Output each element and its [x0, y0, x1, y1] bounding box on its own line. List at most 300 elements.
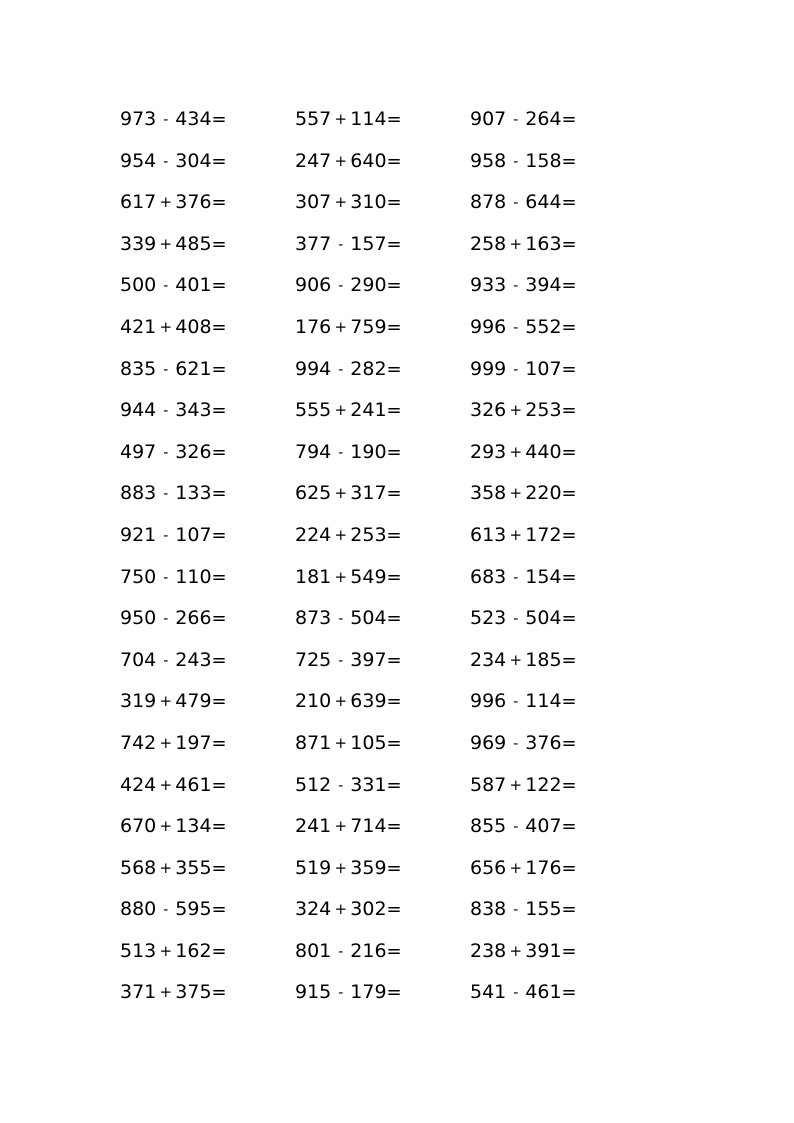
- second-operand: 310: [350, 191, 387, 214]
- equals-sign: =: [211, 982, 227, 1004]
- first-operand: 258: [470, 232, 507, 255]
- equals-sign: =: [211, 233, 227, 255]
- math-problem: [295, 147, 455, 189]
- operator-sign: -: [163, 278, 169, 295]
- first-operand: 326: [470, 399, 507, 422]
- equals-sign: =: [561, 400, 577, 422]
- math-problem: [120, 271, 280, 313]
- operator-sign: +: [159, 983, 173, 1002]
- equals-sign: =: [386, 982, 402, 1004]
- math-problem: [120, 563, 280, 605]
- first-operand: 339: [120, 232, 157, 255]
- second-operand: 190: [350, 440, 387, 463]
- math-problem: [120, 646, 280, 688]
- operator-sign: +: [334, 817, 348, 836]
- operator-sign: +: [159, 234, 173, 253]
- operator-sign: -: [338, 278, 344, 295]
- equals-sign: =: [561, 275, 577, 297]
- operator-sign: +: [334, 484, 348, 503]
- math-problem: [295, 479, 455, 521]
- math-problem: [295, 854, 455, 896]
- operator-sign: +: [509, 484, 523, 503]
- operator-sign: -: [513, 569, 519, 586]
- equals-sign: =: [386, 732, 402, 754]
- first-operand: 176: [295, 315, 332, 338]
- problem-column-1: [120, 105, 280, 1020]
- first-operand: 954: [120, 149, 157, 172]
- first-operand: 973: [120, 108, 157, 130]
- equals-sign: =: [561, 649, 577, 671]
- second-operand: 401: [175, 274, 212, 297]
- first-operand: 958: [470, 149, 507, 172]
- second-operand: 714: [350, 815, 387, 838]
- second-operand: 461: [525, 981, 562, 1004]
- first-operand: 512: [295, 773, 332, 796]
- math-problem: [120, 521, 280, 563]
- second-operand: 639: [350, 690, 387, 713]
- second-operand: 172: [525, 523, 562, 546]
- equals-sign: =: [211, 608, 227, 630]
- operator-sign: +: [334, 733, 348, 752]
- math-problem: [470, 895, 630, 937]
- math-problem: [470, 978, 630, 1020]
- math-problem: [295, 188, 455, 230]
- second-operand: 185: [525, 648, 562, 671]
- first-operand: 996: [470, 690, 507, 713]
- operator-sign: +: [509, 941, 523, 960]
- operator-sign: -: [163, 486, 169, 503]
- second-operand: 155: [525, 898, 562, 921]
- second-operand: 134: [175, 815, 212, 838]
- operator-sign: -: [163, 153, 169, 170]
- equals-sign: =: [386, 441, 402, 463]
- second-operand: 304: [175, 149, 212, 172]
- operator-sign: +: [334, 110, 348, 128]
- operator-sign: -: [513, 819, 519, 836]
- second-operand: 122: [525, 773, 562, 796]
- math-problem: [295, 563, 455, 605]
- equals-sign: =: [211, 275, 227, 297]
- equals-sign: =: [561, 358, 577, 380]
- operator-sign: -: [163, 652, 169, 669]
- operator-sign: +: [334, 692, 348, 711]
- math-problem: [470, 812, 630, 854]
- second-operand: 105: [350, 731, 387, 754]
- equals-sign: =: [386, 192, 402, 214]
- equals-sign: =: [386, 316, 402, 338]
- second-operand: 241: [350, 399, 387, 422]
- equals-sign: =: [561, 774, 577, 796]
- first-operand: 234: [470, 648, 507, 671]
- second-operand: 114: [525, 690, 562, 713]
- second-operand: 461: [175, 773, 212, 796]
- first-operand: 906: [295, 274, 332, 297]
- equals-sign: =: [561, 316, 577, 338]
- equals-sign: =: [211, 109, 227, 130]
- equals-sign: =: [211, 649, 227, 671]
- first-operand: 247: [295, 149, 332, 172]
- math-problem: [470, 271, 630, 313]
- operator-sign: -: [513, 611, 519, 628]
- second-operand: 485: [175, 232, 212, 255]
- first-operand: 915: [295, 981, 332, 1004]
- first-operand: 801: [295, 939, 332, 962]
- second-operand: 440: [525, 440, 562, 463]
- math-problem: [120, 479, 280, 521]
- second-operand: 107: [525, 357, 562, 380]
- operator-sign: +: [159, 775, 173, 794]
- equals-sign: =: [561, 940, 577, 962]
- second-operand: 253: [525, 399, 562, 422]
- operator-sign: +: [159, 317, 173, 336]
- equals-sign: =: [386, 524, 402, 546]
- math-problem: [470, 313, 630, 355]
- first-operand: 838: [470, 898, 507, 921]
- operator-sign: +: [509, 858, 523, 877]
- second-operand: 407: [525, 815, 562, 838]
- equals-sign: =: [386, 649, 402, 671]
- second-operand: 162: [175, 939, 212, 962]
- second-operand: 359: [350, 856, 387, 879]
- operator-sign: +: [159, 941, 173, 960]
- equals-sign: =: [211, 192, 227, 214]
- second-operand: 376: [175, 191, 212, 214]
- equals-sign: =: [211, 857, 227, 879]
- math-problem: [470, 604, 630, 646]
- equals-sign: =: [386, 899, 402, 921]
- math-problem: [295, 978, 455, 1020]
- equals-sign: =: [561, 441, 577, 463]
- equals-sign: =: [211, 400, 227, 422]
- math-problem: [470, 646, 630, 688]
- math-problem: [470, 105, 630, 147]
- first-operand: 933: [470, 274, 507, 297]
- operator-sign: -: [163, 902, 169, 919]
- math-problem: [120, 438, 280, 480]
- second-operand: 157: [350, 232, 387, 255]
- math-problem: [120, 313, 280, 355]
- first-operand: 742: [120, 731, 157, 754]
- operator-sign: +: [159, 817, 173, 836]
- equals-sign: =: [211, 358, 227, 380]
- equals-sign: =: [386, 940, 402, 962]
- operator-sign: +: [334, 401, 348, 420]
- first-operand: 880: [120, 898, 157, 921]
- equals-sign: =: [386, 400, 402, 422]
- equals-sign: =: [211, 816, 227, 838]
- second-operand: 504: [350, 607, 387, 630]
- operator-sign: -: [513, 195, 519, 212]
- equals-sign: =: [211, 441, 227, 463]
- first-operand: 319: [120, 690, 157, 713]
- second-operand: 408: [175, 315, 212, 338]
- equals-sign: =: [386, 483, 402, 505]
- operator-sign: +: [509, 442, 523, 461]
- math-problem: [470, 396, 630, 438]
- equals-sign: =: [561, 109, 577, 130]
- operator-sign: +: [334, 567, 348, 586]
- first-operand: 519: [295, 856, 332, 879]
- math-problem: [120, 937, 280, 979]
- math-problem: [470, 355, 630, 397]
- second-operand: 355: [175, 856, 212, 879]
- second-operand: 264: [525, 108, 562, 130]
- operator-sign: +: [334, 151, 348, 170]
- first-operand: 969: [470, 731, 507, 754]
- second-operand: 176: [525, 856, 562, 879]
- math-problem: [295, 355, 455, 397]
- first-operand: 377: [295, 232, 332, 255]
- first-operand: 181: [295, 565, 332, 588]
- operator-sign: +: [509, 234, 523, 253]
- math-problem: [120, 604, 280, 646]
- second-operand: 479: [175, 690, 212, 713]
- second-operand: 595: [175, 898, 212, 921]
- first-operand: 424: [120, 773, 157, 796]
- first-operand: 238: [470, 939, 507, 962]
- equals-sign: =: [386, 566, 402, 588]
- first-operand: 513: [120, 939, 157, 962]
- operator-sign: -: [513, 694, 519, 711]
- equals-sign: =: [561, 233, 577, 255]
- math-problem: [470, 687, 630, 729]
- first-operand: 613: [470, 523, 507, 546]
- first-operand: 871: [295, 731, 332, 754]
- second-operand: 114: [350, 108, 387, 130]
- math-problem: [120, 355, 280, 397]
- second-operand: 253: [350, 523, 387, 546]
- math-problem: [295, 895, 455, 937]
- math-problem: [120, 854, 280, 896]
- equals-sign: =: [211, 691, 227, 713]
- first-operand: 921: [120, 523, 157, 546]
- second-operand: 197: [175, 731, 212, 754]
- first-operand: 704: [120, 648, 157, 671]
- second-operand: 220: [525, 482, 562, 505]
- equals-sign: =: [561, 150, 577, 172]
- operator-sign: -: [513, 735, 519, 752]
- second-operand: 216: [350, 939, 387, 962]
- equals-sign: =: [561, 524, 577, 546]
- operator-sign: -: [338, 777, 344, 794]
- operator-sign: -: [513, 319, 519, 336]
- equals-sign: =: [211, 940, 227, 962]
- second-operand: 107: [175, 523, 212, 546]
- second-operand: 397: [350, 648, 387, 671]
- first-operand: 883: [120, 482, 157, 505]
- equals-sign: =: [561, 732, 577, 754]
- math-problem: [470, 729, 630, 771]
- operator-sign: -: [163, 611, 169, 628]
- first-operand: 794: [295, 440, 332, 463]
- first-operand: 324: [295, 898, 332, 921]
- operator-sign: -: [338, 444, 344, 461]
- math-problem: [295, 105, 455, 147]
- equals-sign: =: [211, 524, 227, 546]
- operator-sign: +: [159, 733, 173, 752]
- math-problem: [295, 937, 455, 979]
- first-operand: 293: [470, 440, 507, 463]
- math-problem: [295, 771, 455, 813]
- operator-sign: +: [334, 525, 348, 544]
- equals-sign: =: [211, 316, 227, 338]
- operator-sign: -: [338, 361, 344, 378]
- first-operand: 873: [295, 607, 332, 630]
- math-problem: [120, 396, 280, 438]
- math-problem: [120, 771, 280, 813]
- equals-sign: =: [561, 192, 577, 214]
- first-operand: 999: [470, 357, 507, 380]
- first-operand: 625: [295, 482, 332, 505]
- operator-sign: +: [334, 317, 348, 336]
- first-operand: 358: [470, 482, 507, 505]
- math-problem: [120, 188, 280, 230]
- math-problem: [470, 563, 630, 605]
- problem-column-2: [295, 105, 455, 1020]
- math-problem: [120, 895, 280, 937]
- equals-sign: =: [211, 566, 227, 588]
- operator-sign: -: [338, 943, 344, 960]
- math-problem: [470, 479, 630, 521]
- math-problem: [470, 230, 630, 272]
- second-operand: 133: [175, 482, 212, 505]
- first-operand: 210: [295, 690, 332, 713]
- second-operand: 644: [525, 191, 562, 214]
- math-problem: [120, 978, 280, 1020]
- second-operand: 552: [525, 315, 562, 338]
- first-operand: 656: [470, 856, 507, 879]
- operator-sign: +: [159, 692, 173, 711]
- first-operand: 617: [120, 191, 157, 214]
- equals-sign: =: [386, 275, 402, 297]
- equals-sign: =: [561, 982, 577, 1004]
- first-operand: 371: [120, 981, 157, 1004]
- math-problem: [120, 729, 280, 771]
- first-operand: 683: [470, 565, 507, 588]
- second-operand: 302: [350, 898, 387, 921]
- second-operand: 621: [175, 357, 212, 380]
- equals-sign: =: [386, 608, 402, 630]
- operator-sign: -: [513, 112, 519, 128]
- first-operand: 587: [470, 773, 507, 796]
- second-operand: 331: [350, 773, 387, 796]
- operator-sign: -: [163, 444, 169, 461]
- math-problem: [295, 729, 455, 771]
- second-operand: 179: [350, 981, 387, 1004]
- first-operand: 523: [470, 607, 507, 630]
- equals-sign: =: [386, 774, 402, 796]
- second-operand: 158: [525, 149, 562, 172]
- operator-sign: -: [513, 361, 519, 378]
- math-problem: [295, 271, 455, 313]
- operator-sign: -: [163, 527, 169, 544]
- math-problem: [295, 230, 455, 272]
- operator-sign: -: [163, 569, 169, 586]
- operator-sign: +: [509, 775, 523, 794]
- math-problem: [295, 604, 455, 646]
- operator-sign: -: [338, 652, 344, 669]
- operator-sign: +: [509, 650, 523, 669]
- math-problem: [120, 812, 280, 854]
- equals-sign: =: [386, 691, 402, 713]
- equals-sign: =: [211, 732, 227, 754]
- equals-sign: =: [561, 566, 577, 588]
- first-operand: 421: [120, 315, 157, 338]
- equals-sign: =: [211, 483, 227, 505]
- first-operand: 950: [120, 607, 157, 630]
- first-operand: 568: [120, 856, 157, 879]
- operator-sign: +: [159, 858, 173, 877]
- first-operand: 307: [295, 191, 332, 214]
- equals-sign: =: [561, 899, 577, 921]
- operator-sign: -: [513, 278, 519, 295]
- second-operand: 290: [350, 274, 387, 297]
- math-problem: [470, 937, 630, 979]
- equals-sign: =: [211, 150, 227, 172]
- first-operand: 500: [120, 274, 157, 297]
- equals-sign: =: [386, 358, 402, 380]
- first-operand: 541: [470, 981, 507, 1004]
- math-problem: [120, 230, 280, 272]
- operator-sign: -: [513, 985, 519, 1002]
- math-problem: [120, 687, 280, 729]
- math-problem: [295, 313, 455, 355]
- operator-sign: +: [509, 525, 523, 544]
- equals-sign: =: [386, 150, 402, 172]
- math-problem: [120, 105, 280, 147]
- math-problem: [470, 521, 630, 563]
- equals-sign: =: [561, 857, 577, 879]
- math-problem: [470, 147, 630, 189]
- first-operand: 497: [120, 440, 157, 463]
- second-operand: 243: [175, 648, 212, 671]
- math-problem: [295, 812, 455, 854]
- second-operand: 282: [350, 357, 387, 380]
- second-operand: 434: [175, 108, 212, 130]
- second-operand: 375: [175, 981, 212, 1004]
- operator-sign: -: [163, 112, 169, 128]
- equals-sign: =: [386, 233, 402, 255]
- equals-sign: =: [211, 774, 227, 796]
- operator-sign: -: [338, 611, 344, 628]
- operator-sign: -: [513, 902, 519, 919]
- second-operand: 391: [525, 939, 562, 962]
- equals-sign: =: [386, 109, 402, 130]
- math-problem: [470, 438, 630, 480]
- equals-sign: =: [386, 857, 402, 879]
- operator-sign: -: [163, 361, 169, 378]
- first-operand: 855: [470, 815, 507, 838]
- operator-sign: -: [338, 236, 344, 253]
- first-operand: 241: [295, 815, 332, 838]
- second-operand: 640: [350, 149, 387, 172]
- first-operand: 907: [470, 108, 507, 130]
- operator-sign: +: [159, 193, 173, 212]
- problem-column-3: [470, 105, 630, 1020]
- math-problem: [470, 854, 630, 896]
- math-problem: [295, 438, 455, 480]
- equals-sign: =: [386, 816, 402, 838]
- operator-sign: +: [334, 900, 348, 919]
- math-problem: [120, 147, 280, 189]
- math-problem: [470, 188, 630, 230]
- second-operand: 110: [175, 565, 212, 588]
- second-operand: 266: [175, 607, 212, 630]
- math-problem: [295, 687, 455, 729]
- equals-sign: =: [211, 899, 227, 921]
- second-operand: 376: [525, 731, 562, 754]
- math-problem: [470, 771, 630, 813]
